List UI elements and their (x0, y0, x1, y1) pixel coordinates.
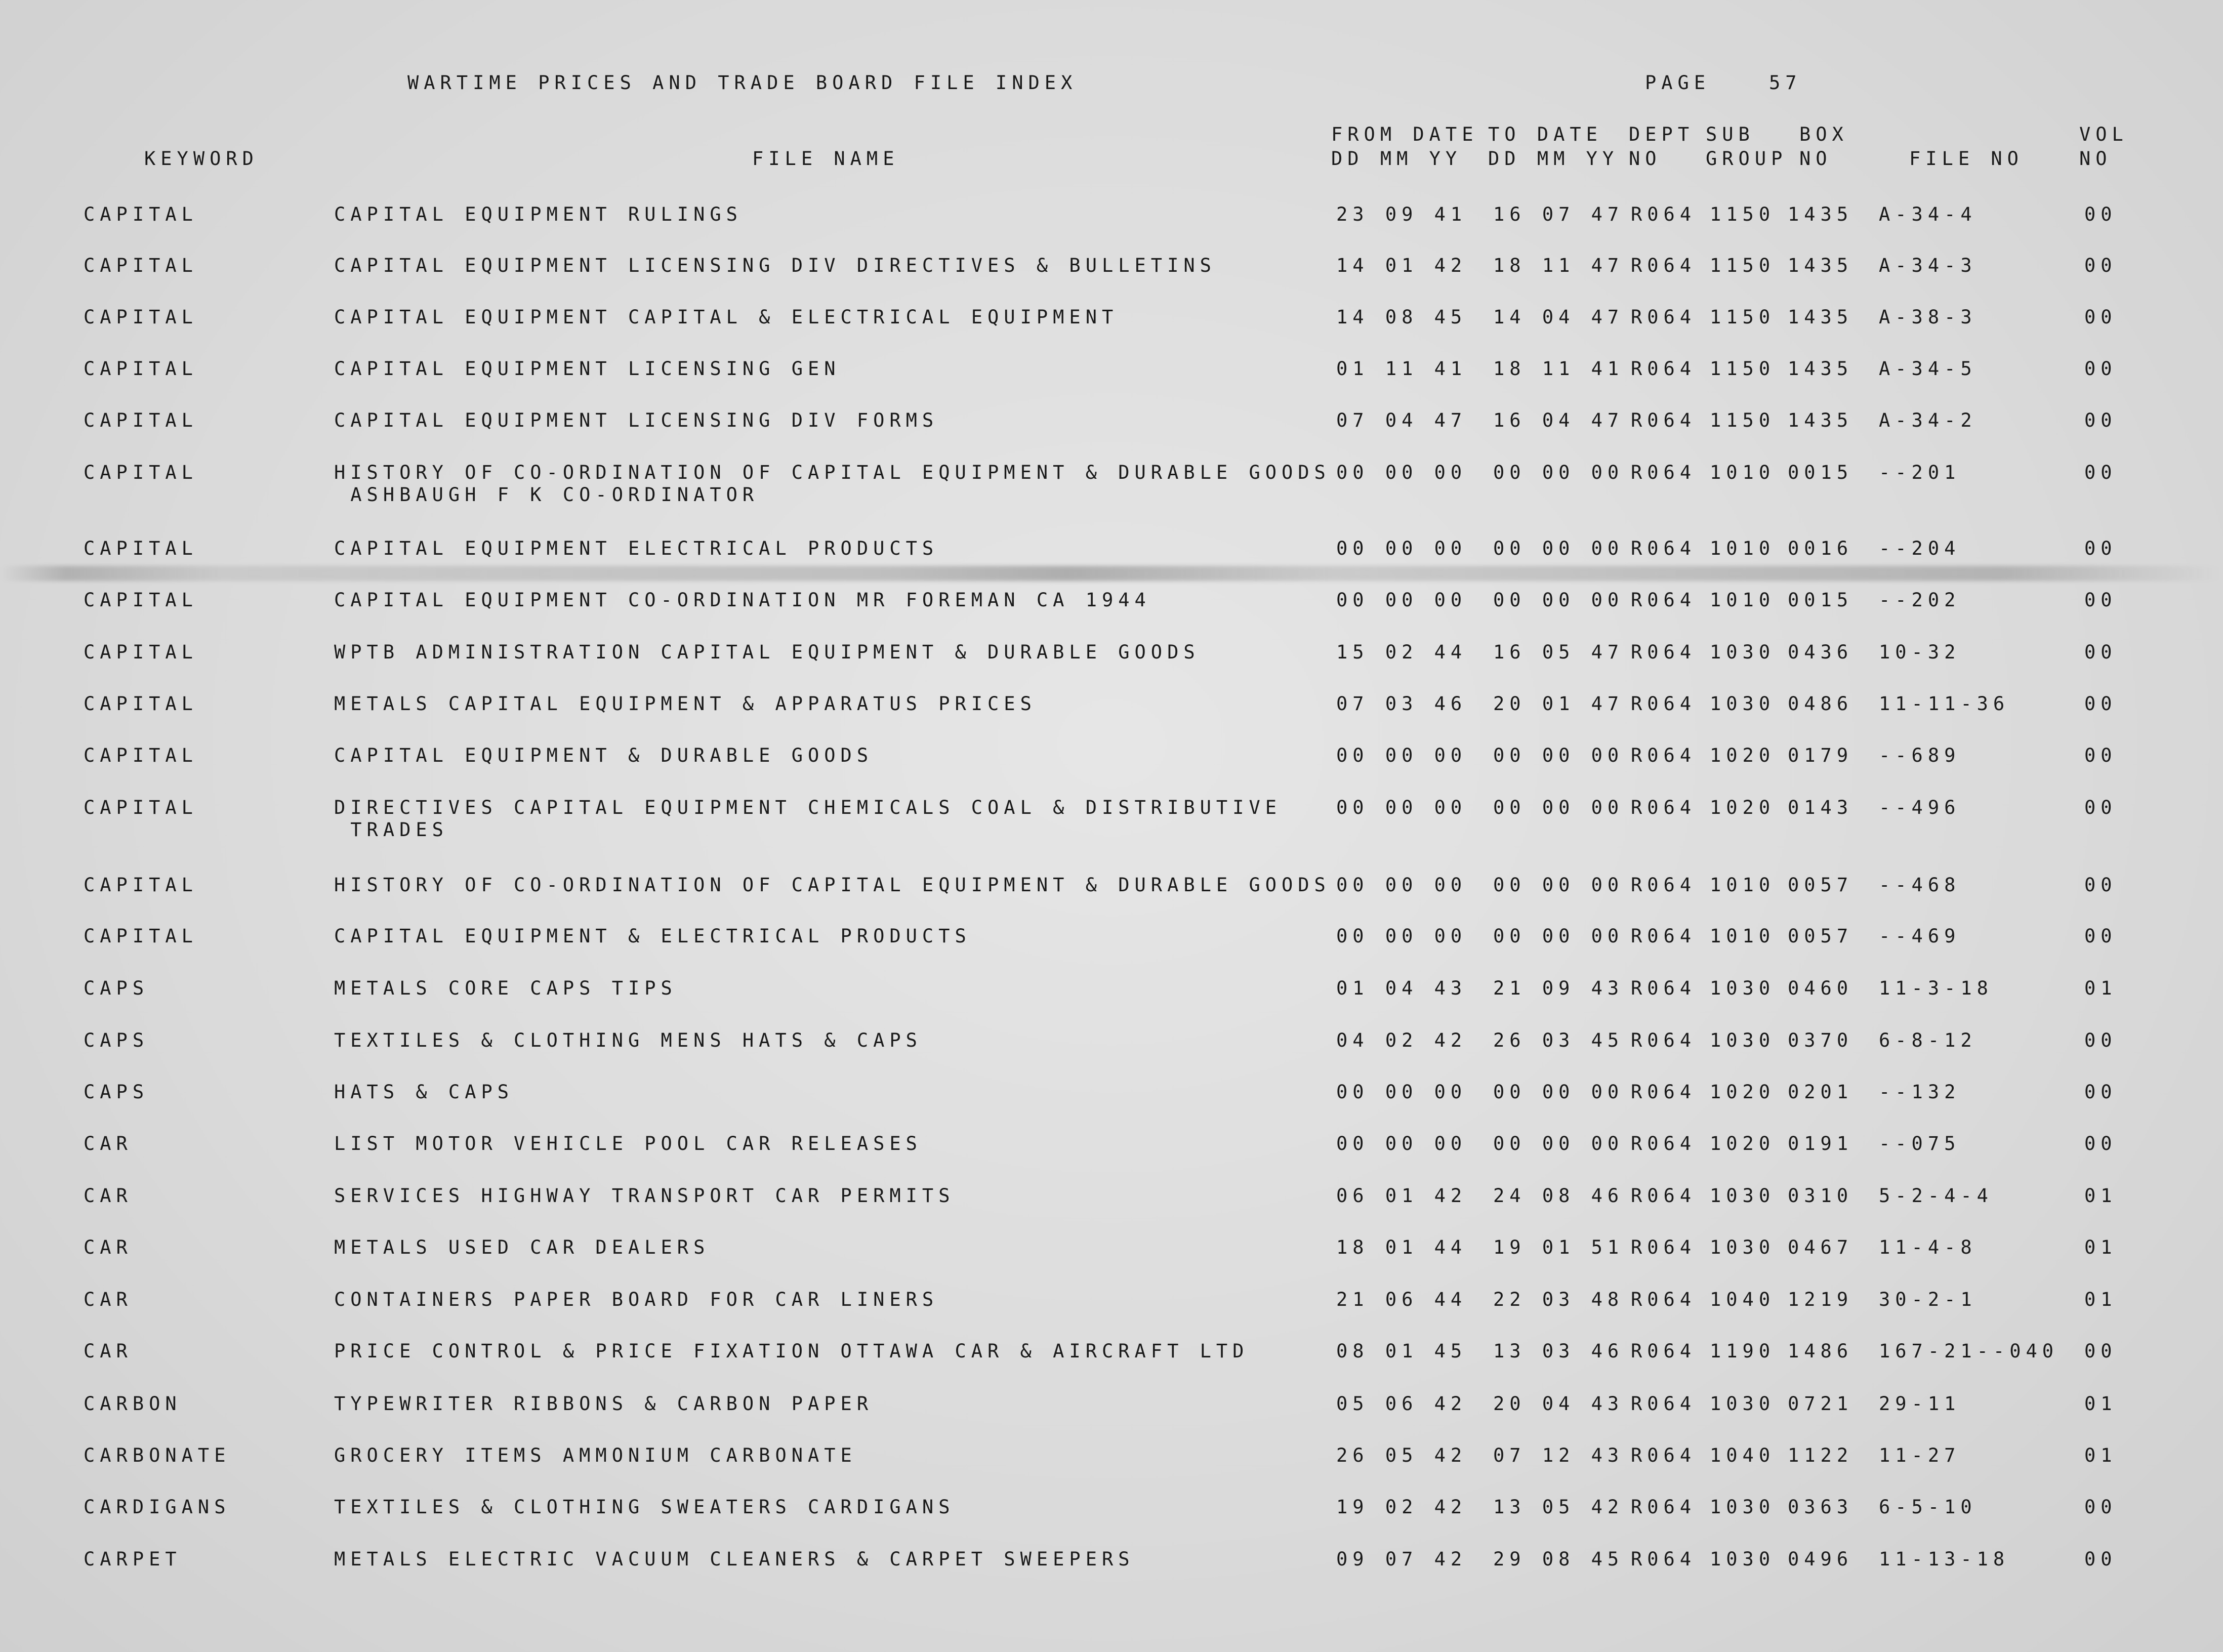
cell-to-date: 14 04 47 (1493, 306, 1624, 328)
cell-from-date: 09 07 42 (1336, 1548, 1467, 1570)
cell-from-date: 07 03 46 (1336, 693, 1467, 715)
cell-keyword: CAPS (84, 1029, 149, 1051)
cell-file-name: CAPITAL EQUIPMENT RULINGS (334, 203, 743, 225)
cell-to-date: 16 07 47 (1493, 203, 1624, 225)
cell-file-name: DIRECTIVES CAPITAL EQUIPMENT CHEMICALS COAL & DISTRIBUTIVE TRADES (334, 797, 1282, 841)
cell-file-name: CAPITAL EQUIPMENT & ELECTRICAL PRODUCTS (334, 925, 971, 947)
cell-from-date: 05 06 42 (1336, 1393, 1467, 1415)
cell-from-date: 06 01 42 (1336, 1185, 1467, 1207)
cell-box-no: 1435 (1788, 358, 1854, 380)
cell-box-no: 0179 (1788, 745, 1854, 766)
cell-to-date: 13 03 46 (1493, 1340, 1624, 1362)
cell-from-date: 14 01 42 (1336, 255, 1467, 276)
table-row (0, 641, 2223, 687)
column-header-vol-no: NO (2079, 148, 2112, 170)
cell-file-no: A-34-4 (1879, 203, 1977, 225)
column-header-from-date-fields: DD MM YY (1331, 148, 1462, 170)
cell-from-date: 01 11 41 (1336, 358, 1467, 380)
cell-to-date: 00 00 00 (1493, 538, 1624, 559)
cell-file-name: CAPITAL EQUIPMENT & DURABLE GOODS (334, 745, 874, 766)
cell-vol-no: 00 (2084, 409, 2117, 431)
cell-vol-no: 00 (2084, 1029, 2117, 1051)
table-row (0, 1496, 2223, 1542)
table-row (0, 1185, 2223, 1230)
cell-file-name: CAPITAL EQUIPMENT CO-ORDINATION MR FOREMAN CA 1944 (334, 589, 1151, 611)
cell-keyword: CAPITAL (84, 874, 198, 896)
cell-from-date: 07 04 47 (1336, 409, 1467, 431)
cell-to-date: 13 05 42 (1493, 1496, 1624, 1518)
table-row (0, 874, 2223, 920)
cell-from-date: 00 00 00 (1336, 797, 1467, 818)
cell-file-no: 11-13-18 (1879, 1548, 2010, 1570)
cell-file-no: --689 (1879, 745, 1961, 766)
cell-to-date: 00 00 00 (1493, 874, 1624, 896)
cell-file-name: CAPITAL EQUIPMENT LICENSING GEN (334, 358, 841, 380)
cell-sub-group: 1030 (1710, 1393, 1776, 1415)
cell-file-name: TEXTILES & CLOTHING SWEATERS CARDIGANS (334, 1496, 955, 1518)
cell-file-no: 11-11-36 (1879, 693, 2010, 715)
cell-to-date: 00 00 00 (1493, 589, 1624, 611)
cell-vol-no: 01 (2084, 977, 2117, 999)
cell-dept-no: R064 (1631, 1393, 1697, 1415)
cell-keyword: CAR (84, 1236, 133, 1258)
cell-dept-no: R064 (1631, 925, 1697, 947)
cell-to-date: 00 00 00 (1493, 745, 1624, 766)
table-row (0, 1133, 2223, 1178)
cell-box-no: 1219 (1788, 1289, 1854, 1310)
cell-dept-no: R064 (1631, 203, 1697, 225)
cell-file-no: 10-32 (1879, 641, 1961, 663)
document-title: WARTIME PRICES AND TRADE BOARD FILE INDEX (407, 72, 1078, 94)
cell-to-date: 29 08 45 (1493, 1548, 1624, 1570)
cell-box-no: 0057 (1788, 925, 1854, 947)
cell-file-name: HATS & CAPS (334, 1081, 514, 1103)
cell-to-date: 19 01 51 (1493, 1236, 1624, 1258)
cell-from-date: 00 00 00 (1336, 462, 1467, 483)
cell-vol-no: 00 (2084, 925, 2117, 947)
cell-to-date: 07 12 43 (1493, 1444, 1624, 1466)
column-header-to-date: TO DATE (1488, 123, 1602, 145)
cell-dept-no: R064 (1631, 797, 1697, 818)
cell-keyword: CAPITAL (84, 538, 198, 559)
cell-dept-no: R064 (1631, 1289, 1697, 1310)
page-label: PAGE (1645, 72, 1711, 94)
cell-sub-group: 1150 (1710, 306, 1776, 328)
cell-vol-no: 00 (2084, 462, 2117, 483)
cell-sub-group: 1030 (1710, 641, 1776, 663)
cell-file-name: CONTAINERS PAPER BOARD FOR CAR LINERS (334, 1289, 939, 1310)
cell-file-name: TEXTILES & CLOTHING MENS HATS & CAPS (334, 1029, 922, 1051)
column-header-keyword: KEYWORD (144, 148, 259, 170)
cell-dept-no: R064 (1631, 589, 1697, 611)
cell-sub-group: 1020 (1710, 1081, 1776, 1103)
cell-vol-no: 00 (2084, 641, 2117, 663)
cell-sub-group: 1030 (1710, 693, 1776, 715)
column-header-dept-no: NO (1629, 148, 1662, 170)
table-row (0, 1236, 2223, 1282)
cell-file-name: GROCERY ITEMS AMMONIUM CARBONATE (334, 1444, 857, 1466)
cell-file-name: WPTB ADMINISTRATION CAPITAL EQUIPMENT & DURABLE GOODS (334, 641, 1200, 663)
cell-vol-no: 01 (2084, 1289, 2117, 1310)
cell-file-no: --132 (1879, 1081, 1961, 1103)
cell-sub-group: 1010 (1710, 462, 1776, 483)
cell-box-no: 0310 (1788, 1185, 1854, 1207)
column-header-from-date: FROM DATE (1331, 123, 1478, 145)
cell-keyword: CARPET (84, 1548, 182, 1570)
cell-box-no: 0363 (1788, 1496, 1854, 1518)
cell-box-no: 1435 (1788, 306, 1854, 328)
cell-dept-no: R064 (1631, 1236, 1697, 1258)
cell-to-date: 21 09 43 (1493, 977, 1624, 999)
cell-to-date: 16 05 47 (1493, 641, 1624, 663)
page-number: 57 (1769, 72, 1802, 94)
cell-from-date: 00 00 00 (1336, 874, 1467, 896)
cell-dept-no: R064 (1631, 1496, 1697, 1518)
cell-keyword: CAR (84, 1185, 133, 1207)
cell-to-date: 00 00 00 (1493, 1081, 1624, 1103)
cell-to-date: 00 00 00 (1493, 1133, 1624, 1154)
cell-to-date: 22 03 48 (1493, 1289, 1624, 1310)
table-row (0, 1340, 2223, 1386)
cell-file-no: A-34-2 (1879, 409, 1977, 431)
cell-file-no: --201 (1879, 462, 1961, 483)
cell-sub-group: 1010 (1710, 589, 1776, 611)
cell-sub-group: 1030 (1710, 1548, 1776, 1570)
cell-vol-no: 00 (2084, 1133, 2117, 1154)
cell-file-no: --469 (1879, 925, 1961, 947)
cell-from-date: 00 00 00 (1336, 745, 1467, 766)
cell-dept-no: R064 (1631, 1133, 1697, 1154)
cell-file-no: --496 (1879, 797, 1961, 818)
cell-to-date: 16 04 47 (1493, 409, 1624, 431)
cell-file-name: HISTORY OF CO-ORDINATION OF CAPITAL EQUIPMENT & DURABLE GOODS (334, 874, 1331, 896)
cell-keyword: CAPITAL (84, 255, 198, 276)
cell-to-date: 18 11 47 (1493, 255, 1624, 276)
cell-sub-group: 1030 (1710, 1185, 1776, 1207)
table-row (0, 538, 2223, 583)
cell-sub-group: 1030 (1710, 1236, 1776, 1258)
table-row (0, 977, 2223, 1023)
cell-from-date: 18 01 44 (1336, 1236, 1467, 1258)
cell-keyword: CAPITAL (84, 589, 198, 611)
cell-keyword: CAPITAL (84, 925, 198, 947)
cell-vol-no: 00 (2084, 1496, 2117, 1518)
table-row (0, 306, 2223, 352)
cell-vol-no: 01 (2084, 1185, 2117, 1207)
cell-vol-no: 00 (2084, 538, 2117, 559)
cell-file-name: TYPEWRITER RIBBONS & CARBON PAPER (334, 1393, 874, 1415)
cell-file-no: A-38-3 (1879, 306, 1977, 328)
table-row (0, 255, 2223, 300)
cell-from-date: 00 00 00 (1336, 589, 1467, 611)
cell-keyword: CAPS (84, 977, 149, 999)
cell-box-no: 0191 (1788, 1133, 1854, 1154)
cell-vol-no: 00 (2084, 1081, 2117, 1103)
cell-dept-no: R064 (1631, 693, 1697, 715)
cell-keyword: CAPITAL (84, 358, 198, 380)
cell-file-name: LIST MOTOR VEHICLE POOL CAR RELEASES (334, 1133, 922, 1154)
cell-box-no: 1435 (1788, 203, 1854, 225)
cell-vol-no: 00 (2084, 745, 2117, 766)
cell-box-no: 0015 (1788, 589, 1854, 611)
cell-box-no: 0460 (1788, 977, 1854, 999)
table-row (0, 1444, 2223, 1490)
cell-file-no: 11-27 (1879, 1444, 1961, 1466)
cell-sub-group: 1020 (1710, 797, 1776, 818)
cell-file-no: 11-3-18 (1879, 977, 1993, 999)
table-row (0, 358, 2223, 403)
cell-keyword: CAPITAL (84, 203, 198, 225)
column-header-sub: SUB (1706, 123, 1755, 145)
cell-dept-no: R064 (1631, 1444, 1697, 1466)
cell-sub-group: 1150 (1710, 358, 1776, 380)
cell-box-no: 1435 (1788, 255, 1854, 276)
cell-dept-no: R064 (1631, 1185, 1697, 1207)
cell-file-no: 29-11 (1879, 1393, 1961, 1415)
cell-file-name: SERVICES HIGHWAY TRANSPORT CAR PERMITS (334, 1185, 955, 1207)
cell-file-name: CAPITAL EQUIPMENT LICENSING DIV DIRECTIVES & BULLETINS (334, 255, 1216, 276)
cell-file-name: HISTORY OF CO-ORDINATION OF CAPITAL EQUIPMENT & DURABLE GOODS ASHBAUGH F K CO-ORDINATOR (334, 462, 1331, 506)
cell-file-no: 30-2-1 (1879, 1289, 1977, 1310)
cell-vol-no: 00 (2084, 693, 2117, 715)
cell-file-no: A-34-5 (1879, 358, 1977, 380)
cell-file-no: A-34-3 (1879, 255, 1977, 276)
cell-sub-group: 1150 (1710, 255, 1776, 276)
cell-sub-group: 1030 (1710, 1496, 1776, 1518)
cell-keyword: CAR (84, 1289, 133, 1310)
cell-file-name: CAPITAL EQUIPMENT ELECTRICAL PRODUCTS (334, 538, 939, 559)
cell-box-no: 1435 (1788, 409, 1854, 431)
cell-to-date: 00 00 00 (1493, 797, 1624, 818)
cell-box-no: 1122 (1788, 1444, 1854, 1466)
cell-sub-group: 1030 (1710, 1029, 1776, 1051)
cell-from-date: 00 00 00 (1336, 925, 1467, 947)
cell-from-date: 04 02 42 (1336, 1029, 1467, 1051)
cell-from-date: 15 02 44 (1336, 641, 1467, 663)
column-header-sub-group: GROUP (1706, 148, 1788, 170)
cell-keyword: CAR (84, 1340, 133, 1362)
cell-file-no: --202 (1879, 589, 1961, 611)
cell-to-date: 26 03 45 (1493, 1029, 1624, 1051)
table-row (0, 1029, 2223, 1075)
cell-vol-no: 00 (2084, 203, 2117, 225)
cell-vol-no: 00 (2084, 1548, 2117, 1570)
cell-dept-no: R064 (1631, 409, 1697, 431)
cell-file-name: PRICE CONTROL & PRICE FIXATION OTTAWA CAR & AIRCRAFT LTD (334, 1340, 1249, 1362)
cell-from-date: 00 00 00 (1336, 538, 1467, 559)
cell-sub-group: 1040 (1710, 1444, 1776, 1466)
cell-from-date: 23 09 41 (1336, 203, 1467, 225)
cell-dept-no: R064 (1631, 874, 1697, 896)
table-row (0, 589, 2223, 635)
cell-file-name: METALS CAPITAL EQUIPMENT & APPARATUS PRICES (334, 693, 1037, 715)
cell-file-no: 6-8-12 (1879, 1029, 1977, 1051)
cell-to-date: 18 11 41 (1493, 358, 1624, 380)
cell-box-no: 0486 (1788, 693, 1854, 715)
cell-keyword: CAPITAL (84, 641, 198, 663)
cell-vol-no: 01 (2084, 1393, 2117, 1415)
column-header-to-date-fields: DD MM YY (1488, 148, 1619, 170)
cell-keyword: CAPITAL (84, 306, 198, 328)
cell-vol-no: 00 (2084, 358, 2117, 380)
cell-from-date: 26 05 42 (1336, 1444, 1467, 1466)
cell-box-no: 0143 (1788, 797, 1854, 818)
cell-box-no: 0016 (1788, 538, 1854, 559)
cell-keyword: CARBONATE (84, 1444, 231, 1466)
cell-keyword: CARDIGANS (84, 1496, 231, 1518)
cell-box-no: 0496 (1788, 1548, 1854, 1570)
cell-vol-no: 00 (2084, 1340, 2117, 1362)
cell-from-date: 08 01 45 (1336, 1340, 1467, 1362)
cell-file-no: 5-2-4-4 (1879, 1185, 1993, 1207)
cell-to-date: 20 01 47 (1493, 693, 1624, 715)
cell-keyword: CAPITAL (84, 797, 198, 818)
cell-sub-group: 1030 (1710, 977, 1776, 999)
cell-box-no: 0015 (1788, 462, 1854, 483)
cell-to-date: 24 08 46 (1493, 1185, 1624, 1207)
cell-file-name: METALS USED CAR DEALERS (334, 1236, 710, 1258)
cell-file-no: 6-5-10 (1879, 1496, 1977, 1518)
cell-sub-group: 1150 (1710, 203, 1776, 225)
table-row (0, 925, 2223, 971)
cell-file-no: 11-4-8 (1879, 1236, 1977, 1258)
table-row (0, 745, 2223, 790)
cell-to-date: 20 04 43 (1493, 1393, 1624, 1415)
cell-dept-no: R064 (1631, 1081, 1697, 1103)
cell-box-no: 0721 (1788, 1393, 1854, 1415)
cell-box-no: 0370 (1788, 1029, 1854, 1051)
cell-dept-no: R064 (1631, 1548, 1697, 1570)
cell-sub-group: 1190 (1710, 1340, 1776, 1362)
cell-sub-group: 1010 (1710, 925, 1776, 947)
cell-keyword: CAPITAL (84, 409, 198, 431)
cell-from-date: 00 00 00 (1336, 1081, 1467, 1103)
cell-keyword: CAPS (84, 1081, 149, 1103)
cell-keyword: CAR (84, 1133, 133, 1154)
table-row (0, 1289, 2223, 1334)
table-row (0, 1393, 2223, 1438)
cell-dept-no: R064 (1631, 977, 1697, 999)
cell-vol-no: 00 (2084, 306, 2117, 328)
cell-file-no: 167-21--040 (1879, 1340, 2059, 1362)
cell-vol-no: 00 (2084, 797, 2117, 818)
cell-vol-no: 01 (2084, 1236, 2117, 1258)
cell-to-date: 00 00 00 (1493, 462, 1624, 483)
cell-from-date: 00 00 00 (1336, 1133, 1467, 1154)
cell-file-name: METALS ELECTRIC VACUUM CLEANERS & CARPET SWEEPERS (334, 1548, 1135, 1570)
cell-sub-group: 1040 (1710, 1289, 1776, 1310)
cell-from-date: 19 02 42 (1336, 1496, 1467, 1518)
table-row (0, 693, 2223, 738)
cell-to-date: 00 00 00 (1493, 925, 1624, 947)
cell-keyword: CAPITAL (84, 745, 198, 766)
cell-vol-no: 01 (2084, 1444, 2117, 1466)
cell-from-date: 21 06 44 (1336, 1289, 1467, 1310)
column-header-file-name: FILE NAME (752, 148, 899, 170)
cell-vol-no: 00 (2084, 589, 2117, 611)
cell-file-no: --204 (1879, 538, 1961, 559)
cell-box-no: 0467 (1788, 1236, 1854, 1258)
column-header-dept: DEPT (1629, 123, 1695, 145)
cell-dept-no: R064 (1631, 641, 1697, 663)
cell-file-name: METALS CORE CAPS TIPS (334, 977, 677, 999)
table-row (0, 203, 2223, 249)
cell-box-no: 1486 (1788, 1340, 1854, 1362)
cell-box-no: 0201 (1788, 1081, 1854, 1103)
cell-from-date: 01 04 43 (1336, 977, 1467, 999)
cell-vol-no: 00 (2084, 874, 2117, 896)
column-header-box: BOX (1799, 123, 1848, 145)
cell-dept-no: R064 (1631, 745, 1697, 766)
cell-dept-no: R064 (1631, 306, 1697, 328)
table-row (0, 797, 2223, 842)
cell-dept-no: R064 (1631, 255, 1697, 276)
cell-dept-no: R064 (1631, 358, 1697, 380)
table-row (0, 1081, 2223, 1127)
cell-dept-no: R064 (1631, 1340, 1697, 1362)
cell-file-name: CAPITAL EQUIPMENT CAPITAL & ELECTRICAL EQUIPMENT (334, 306, 1119, 328)
cell-sub-group: 1020 (1710, 1133, 1776, 1154)
column-header-box-no: NO (1799, 148, 1832, 170)
cell-sub-group: 1150 (1710, 409, 1776, 431)
cell-file-no: --075 (1879, 1133, 1961, 1154)
cell-file-no: --468 (1879, 874, 1961, 896)
table-row (0, 1548, 2223, 1594)
cell-from-date: 14 08 45 (1336, 306, 1467, 328)
cell-box-no: 0057 (1788, 874, 1854, 896)
table-row (0, 409, 2223, 455)
cell-dept-no: R064 (1631, 1029, 1697, 1051)
cell-keyword: CARBON (84, 1393, 182, 1415)
column-header-file-no: FILE NO (1909, 148, 2024, 170)
cell-dept-no: R064 (1631, 462, 1697, 483)
cell-box-no: 0436 (1788, 641, 1854, 663)
table-row (0, 462, 2223, 507)
cell-dept-no: R064 (1631, 538, 1697, 559)
cell-sub-group: 1020 (1710, 745, 1776, 766)
cell-sub-group: 1010 (1710, 538, 1776, 559)
cell-vol-no: 00 (2084, 255, 2117, 276)
cell-sub-group: 1010 (1710, 874, 1776, 896)
cell-keyword: CAPITAL (84, 693, 198, 715)
cell-keyword: CAPITAL (84, 462, 198, 483)
column-header-vol: VOL (2079, 123, 2128, 145)
cell-file-name: CAPITAL EQUIPMENT LICENSING DIV FORMS (334, 409, 939, 431)
